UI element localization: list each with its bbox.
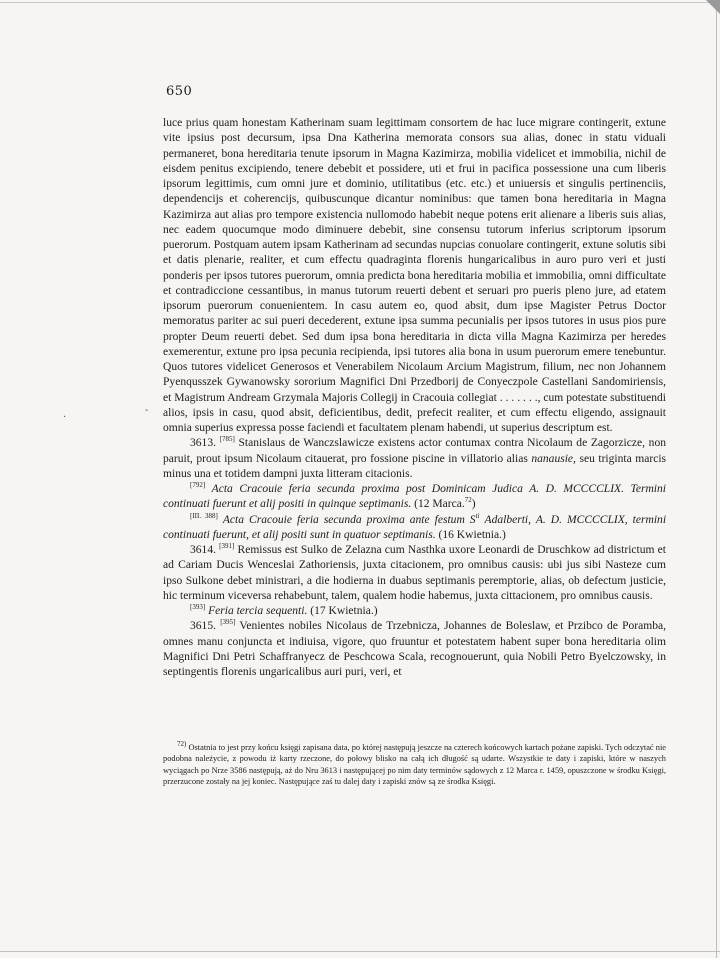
session-sup: ti <box>475 511 480 520</box>
entry-3613 <box>163 436 666 482</box>
paragraph-continuation: luce prius quam honestam Katherinam suam legittimam consortem de hac luce migrare contingerit, extune vite ipsius post decursum, ipsa Dna Katherina memorata consors sua alias, donec in statu viduali permaneret, bona hereditaria tenute ipsorum in Magna Kazimirza, mobilia videlicet et immobilia, nichil de eisdem penitus excipiendo, tenere debebit et possidere, uti et frui in pacifica possessione una cum liberis ipsorum legittimis, cum omni jure et dominio, utilitatibus (etc. etc.) et uniuersis et singulis pertinenciis, dependencijs et coherencijs, quibuscunque dicantur nominibus: que tamen bona hereditaria in Magna Kazimirza aut alias pro tempore existencia nullomodo habebit neque potens erit alienare a liberis suis alias, nec eadem quocumque modo diminuere debebit, sine consensu tutorum inferius scriptorum ipsorum puerorum. Postquam autem ipsam Katherinam ad secundas nupcias conuolare contingerit, extune solutis sibi et datis plenarie, realiter, et cum effectu quadraginta florenis hungaricalibus in auro puro veri et justi ponderis per ipsos tutores puerorum, omnia predicta bona hereditaria mobilia et immobilia, omni difficultate et contradiccione cessantibus, in manus tutorum reuerti debent et seruari pro pueris pleno jure, ad etatem ipsorum puerorum conuenientem. In casu autem eo, quod absit, dum ipse Magister Petrus Doctor memoratus pariter ac sui pueri decederent, extune ipsa summa pecunialis per ipsos tutores in usus pios pure propter Deum reuerti debet. Sed dum ipsa bona hereditaria in dicta villa Magna Kazimirza per heredes exemerentur, extune pro ipsa pecunia recipienda, ipsi tutores alia bona in usum puerorum emere tenebuntur. Quos tutores videlicet Generosos et Venerabilem Nicolaum Arcium Magistrum, filium, nec non Johannem Pyenqusszek Gywanowsky sororium Magnifici Dni Przedborij de Conyeczpole Castellani Sandomiriensis, et Magistrum Andream Grzymala Majoris Collegij in Cracouia collegiat . . . . . . ., cum potestate substituendi alios, ipsis in casu, quod absit, deficientibus, dedit, prefecit realiter, et cum effectu eligendo, assignauit omnia superius expressa posse faciendi et facultatem plenam habendi, ut superius descriptum est. <box>163 117 666 434</box>
session-date: (17 Kwietnia.) <box>310 605 378 617</box>
margin-mark: ‐ <box>145 405 149 416</box>
entry-3614 <box>163 543 666 604</box>
entry-3615 <box>163 619 666 680</box>
session-ref: [III. 388] <box>190 511 218 520</box>
main-text <box>163 116 666 680</box>
page-corner-fold <box>706 0 720 14</box>
session-note-1 <box>163 482 666 513</box>
page-number: 650 <box>166 84 193 99</box>
entry-ref: [395] <box>220 618 236 627</box>
footnote <box>163 742 666 787</box>
entry-text-rest: seu triginta marcis minus una et totidem dampni juxta litteram citacionis. <box>163 452 667 480</box>
page-edge-top <box>0 2 720 3</box>
session-ref: [393] <box>190 603 206 612</box>
session-note-3 <box>163 604 666 619</box>
page-edge-right <box>716 0 717 958</box>
entry-text: Venientes nobiles Nicolaus de Trzebnicza, Johannes de Boleslaw, et Przibco de Poramba, omnes manu conjuncta et indiuisa, vigore, quo fruuntur et potestatem habent super bona hereditaria olim Magnifici Dni Petri Schaffranyecz de Peschcowa Scala, recognouerunt, quia Nobili Petro Byelczowsky, in septingentis florenis ungaricalibus auri puri, veri, et <box>163 620 667 678</box>
session-date-close: ) <box>471 498 476 511</box>
entry-number: 3614. <box>190 544 216 556</box>
session-text-2: Adalberti, A. D. MCCCCLIX, termini continuati fuerunt, et alij positi sunt in quatuor septimanis. <box>163 513 667 541</box>
entry-ref: [391] <box>219 542 235 551</box>
footnote-text: Ostatnia to jest przy końcu księgi zapisana data, po której następują jeszcze na czterech końcowych kartach pożane zapiski. Tych odczytać nie podobna należycie, z powodu iż karty rzeczone, do połowy blisko na całą ich długość są udarte. Wszystkie te daty i zapiski, które w naszych wyciągach po Nrze 3586 następują, aż do Nru 3613 i następującej po nim daty terminów sądowych z 12 Marca r. 1459, opuszczone w środku Księgi, przerzucone zostały na jej koniec. Następujące zaś tu dalej daty i zapiski znów są ze środka Księgi. <box>163 743 666 786</box>
session-ref: [792] <box>190 481 206 490</box>
entry-ref: [785] <box>219 435 235 444</box>
session-date: (12 Marca. <box>414 498 465 511</box>
margin-dot: · <box>63 412 67 423</box>
footnote-ref: 72 <box>464 496 472 505</box>
session-text: Acta Cracouie feria secunda proxima ante festum S <box>222 513 476 526</box>
entry-number: 3615. <box>190 620 216 633</box>
session-note-2 <box>163 513 666 544</box>
entry-italic-word: nanausie, <box>531 452 576 465</box>
session-text: Acta Cracouie feria secunda proxima post Dominicam Judica A. D. MCCCCLIX. Termini continuati fuerunt et alij positi in quinque septimanis. <box>163 483 666 511</box>
page-edge-bottom <box>0 951 720 952</box>
footnote-mark: 72) <box>177 740 187 749</box>
entry-text: Remissus est Sulko de Zelazna cum Nasthka uxore Leonardi de Druschkow ad districtum et ad Cariam Ducis Wenceslai Zathoriensis, juxta citacionem, pro omnibus causis: ubi jus sibi Nasteze cum ipso Sulkone debet ministrari, a die hodierna in duabus septimanis peremptorie, alias, ob defectum justicie, hic terminum viceversa rehabebunt, talem, qualem hodie habemus, juxta cittacionem, pro omnibus causis. <box>163 544 666 602</box>
session-date: (16 Kwietnia.) <box>438 528 506 541</box>
entry-number: 3613. <box>190 437 216 450</box>
session-text: Feria tercia sequenti. <box>208 605 308 617</box>
entry-text: Stanislaus de Wanczslawicze existens actor contumax contra Nicolaum de Zagorzicze, non paruit, prout ipsum Nicolaum citauerat, pro fossione piscine in villatorio alias <box>163 437 666 465</box>
